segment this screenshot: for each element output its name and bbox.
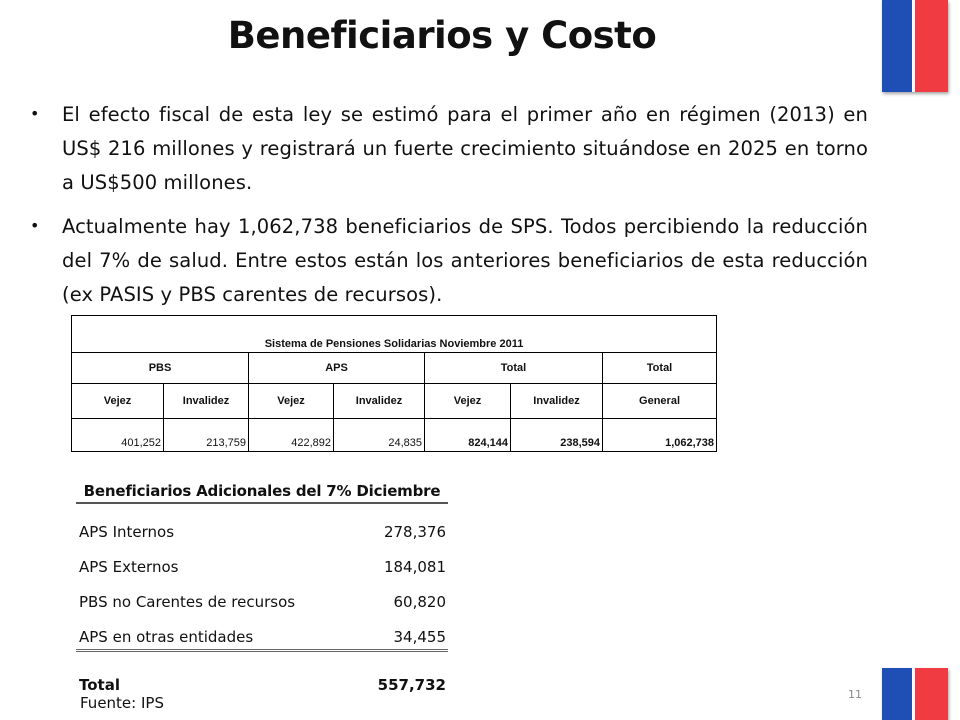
sps-value-cell: 422,892 bbox=[249, 419, 334, 452]
row-value: 60,820 bbox=[393, 593, 446, 611]
row-label: APS Externos bbox=[79, 558, 179, 576]
total-value: 557,732 bbox=[377, 676, 446, 694]
sps-group-header: Total bbox=[425, 353, 603, 384]
page-number: 11 bbox=[848, 688, 862, 701]
sps-subheader: Invalidez bbox=[164, 384, 249, 419]
flag-blue-stripe bbox=[882, 0, 912, 92]
row-value: 184,081 bbox=[383, 558, 446, 576]
sps-subheader: Vejez bbox=[72, 384, 164, 419]
sps-subheader: Invalidez bbox=[334, 384, 425, 419]
sps-group-header: PBS bbox=[72, 353, 249, 384]
sps-group-header: APS bbox=[249, 353, 425, 384]
bullet-item bbox=[24, 98, 868, 200]
adicionales-title: Beneficiarios Adicionales del 7% Diciembre bbox=[76, 482, 448, 504]
sps-table bbox=[71, 315, 717, 452]
chile-flag-bottom-decoration bbox=[882, 668, 948, 720]
sps-subheader: Vejez bbox=[425, 384, 511, 419]
total-label: Total bbox=[79, 676, 120, 694]
chile-flag-top-decoration bbox=[882, 0, 948, 92]
sps-value-cell: 824,144 bbox=[425, 419, 511, 452]
bullet-text: Actualmente hay 1,062,738 beneficiarios de SPS. Todos percibiendo la reducción del 7% de salud. Entre estos están los anteriores beneficiarios de esta reducción (ex PASIS y PBS carentes de recursos). bbox=[62, 215, 868, 306]
sps-table-title: Sistema de Pensiones Solidarias Noviembre 2011 bbox=[72, 316, 717, 353]
flag-red-stripe bbox=[915, 668, 948, 720]
sps-subheader: Vejez bbox=[249, 384, 334, 419]
bullet-dot-icon: • bbox=[30, 104, 40, 123]
adicionales-row bbox=[76, 512, 448, 547]
bullet-item bbox=[24, 210, 868, 312]
bullet-dot-icon: • bbox=[30, 216, 40, 235]
adicionales-total-row bbox=[76, 652, 448, 696]
bullet-list bbox=[24, 98, 868, 322]
row-label: PBS no Carentes de recursos bbox=[79, 593, 296, 611]
row-value: 278,376 bbox=[383, 523, 446, 541]
sps-subheader: Invalidez bbox=[511, 384, 603, 419]
adicionales-table bbox=[76, 482, 448, 696]
sps-value-cell: 24,835 bbox=[334, 419, 425, 452]
row-label: APS en otras entidades bbox=[79, 628, 254, 646]
sps-group-header: Total bbox=[603, 353, 717, 384]
adicionales-row bbox=[76, 617, 448, 652]
sps-value-cell: 238,594 bbox=[511, 419, 603, 452]
row-value: 34,455 bbox=[393, 628, 446, 646]
sps-value-cell: 1,062,738 bbox=[603, 419, 717, 452]
adicionales-row bbox=[76, 582, 448, 617]
slide-title: Beneficiarios y Costo bbox=[227, 14, 657, 57]
source-note: Fuente: IPS bbox=[80, 694, 164, 712]
flag-blue-stripe bbox=[882, 668, 912, 720]
sps-subheader: General bbox=[603, 384, 717, 419]
sps-value-cell: 213,759 bbox=[164, 419, 249, 452]
sps-value-cell: 401,252 bbox=[72, 419, 164, 452]
adicionales-row bbox=[76, 547, 448, 582]
row-label: APS Internos bbox=[79, 523, 175, 541]
bullet-text: El efecto fiscal de esta ley se estimó para el primer año en régimen (2013) en US$ 216 millones y registrará un fuerte crecimiento situándose en 2025 en torno a US$500 millones. bbox=[62, 103, 868, 194]
flag-red-stripe bbox=[915, 0, 948, 92]
